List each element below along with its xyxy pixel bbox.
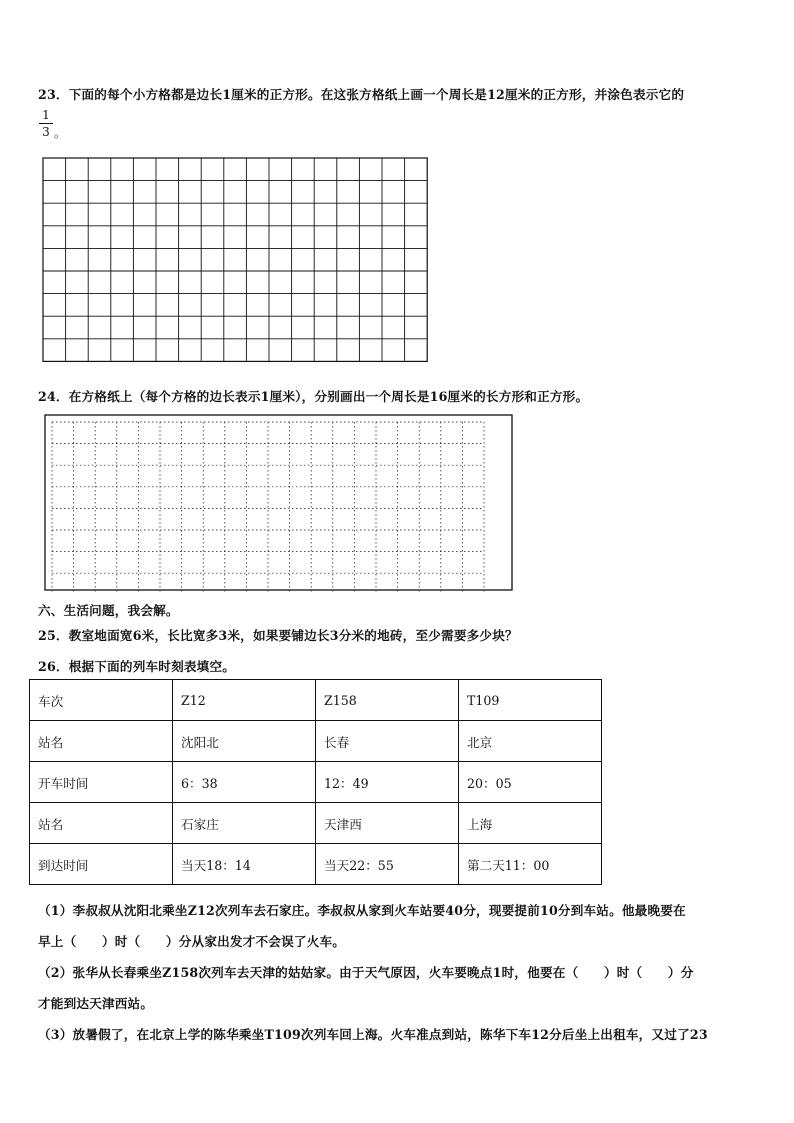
table-cell: 站名	[30, 803, 173, 844]
q24-text: 24．在方格纸上（每个方格的边长表示1厘米），分别画出一个周长是16厘米的长方形和正方形。	[38, 389, 589, 404]
table-cell: 站名	[30, 721, 173, 762]
table-cell: 沈阳北	[173, 721, 316, 762]
table-cell: 20：05	[459, 762, 602, 803]
train-timetable	[29, 679, 602, 885]
table-row	[30, 762, 602, 803]
q23-suffix: 。	[54, 126, 67, 140]
table-cell: 当天22：55	[316, 844, 459, 885]
table-row	[30, 721, 602, 762]
table-cell: 石家庄	[173, 803, 316, 844]
table-cell: Z158	[316, 680, 459, 721]
table-cell: T109	[459, 680, 602, 721]
table-cell: 上海	[459, 803, 602, 844]
table-cell: 当天18：14	[173, 844, 316, 885]
table-cell: 车次	[30, 680, 173, 721]
q26-sub2-line2: 才能到达天津西站。	[38, 996, 154, 1011]
q23-fraction-denominator: 3	[42, 125, 50, 139]
q23-fraction-numerator: 1	[42, 108, 50, 122]
q23-square-grid[interactable]	[42, 157, 432, 369]
table-row	[30, 803, 602, 844]
q24-dotted-grid[interactable]	[44, 414, 514, 592]
q26-sub1-line1: （1）李叔叔从沈阳北乘坐Z12次列车去石家庄。李叔叔从家到火车站要40分，现要提前10分到车站。他最晚要在	[38, 903, 686, 918]
q26-sub3-line1: （3）放暑假了，在北京上学的陈华乘坐T109次列车回上海。火车准点到站，陈华下车12分后坐上出租车，又过了23	[38, 1027, 708, 1042]
table-cell: 北京	[459, 721, 602, 762]
grid-border	[45, 415, 512, 590]
table-row	[30, 680, 602, 721]
table-cell: 开车时间	[30, 762, 173, 803]
q23-text: 23．下面的每个小方格都是边长1厘米的正方形。在这张方格纸上画一个周长是12厘米的正方形，并涂色表示它的	[38, 87, 685, 102]
table-cell: 天津西	[316, 803, 459, 844]
table-cell: 6：38	[173, 762, 316, 803]
q26-sub2-line1: （2）张华从长春乘坐Z158次列车去天津的姑姑家。由于天气原因，火车要晚点1时，他要在（ ）时（ ）分	[38, 965, 694, 980]
q26-text: 26．根据下面的列车时刻表填空。	[38, 659, 236, 674]
table-cell: Z12	[173, 680, 316, 721]
table-cell: 第二天11：00	[459, 844, 602, 885]
q26-sub1-line2: 早上（ ）时（ ）分从家出发才不会误了火车。	[38, 934, 346, 949]
section-6-title: 六、生活问题，我会解。	[38, 603, 179, 618]
q23-fraction	[39, 108, 53, 139]
table-cell: 长春	[316, 721, 459, 762]
table-cell: 到达时间	[30, 844, 173, 885]
table-row	[30, 844, 602, 885]
q25-text: 25．教室地面宽6米，长比宽多3米，如果要铺边长3分米的地砖，至少需要多少块？	[38, 628, 518, 643]
grid-border	[43, 158, 427, 361]
table-cell: 12：49	[316, 762, 459, 803]
